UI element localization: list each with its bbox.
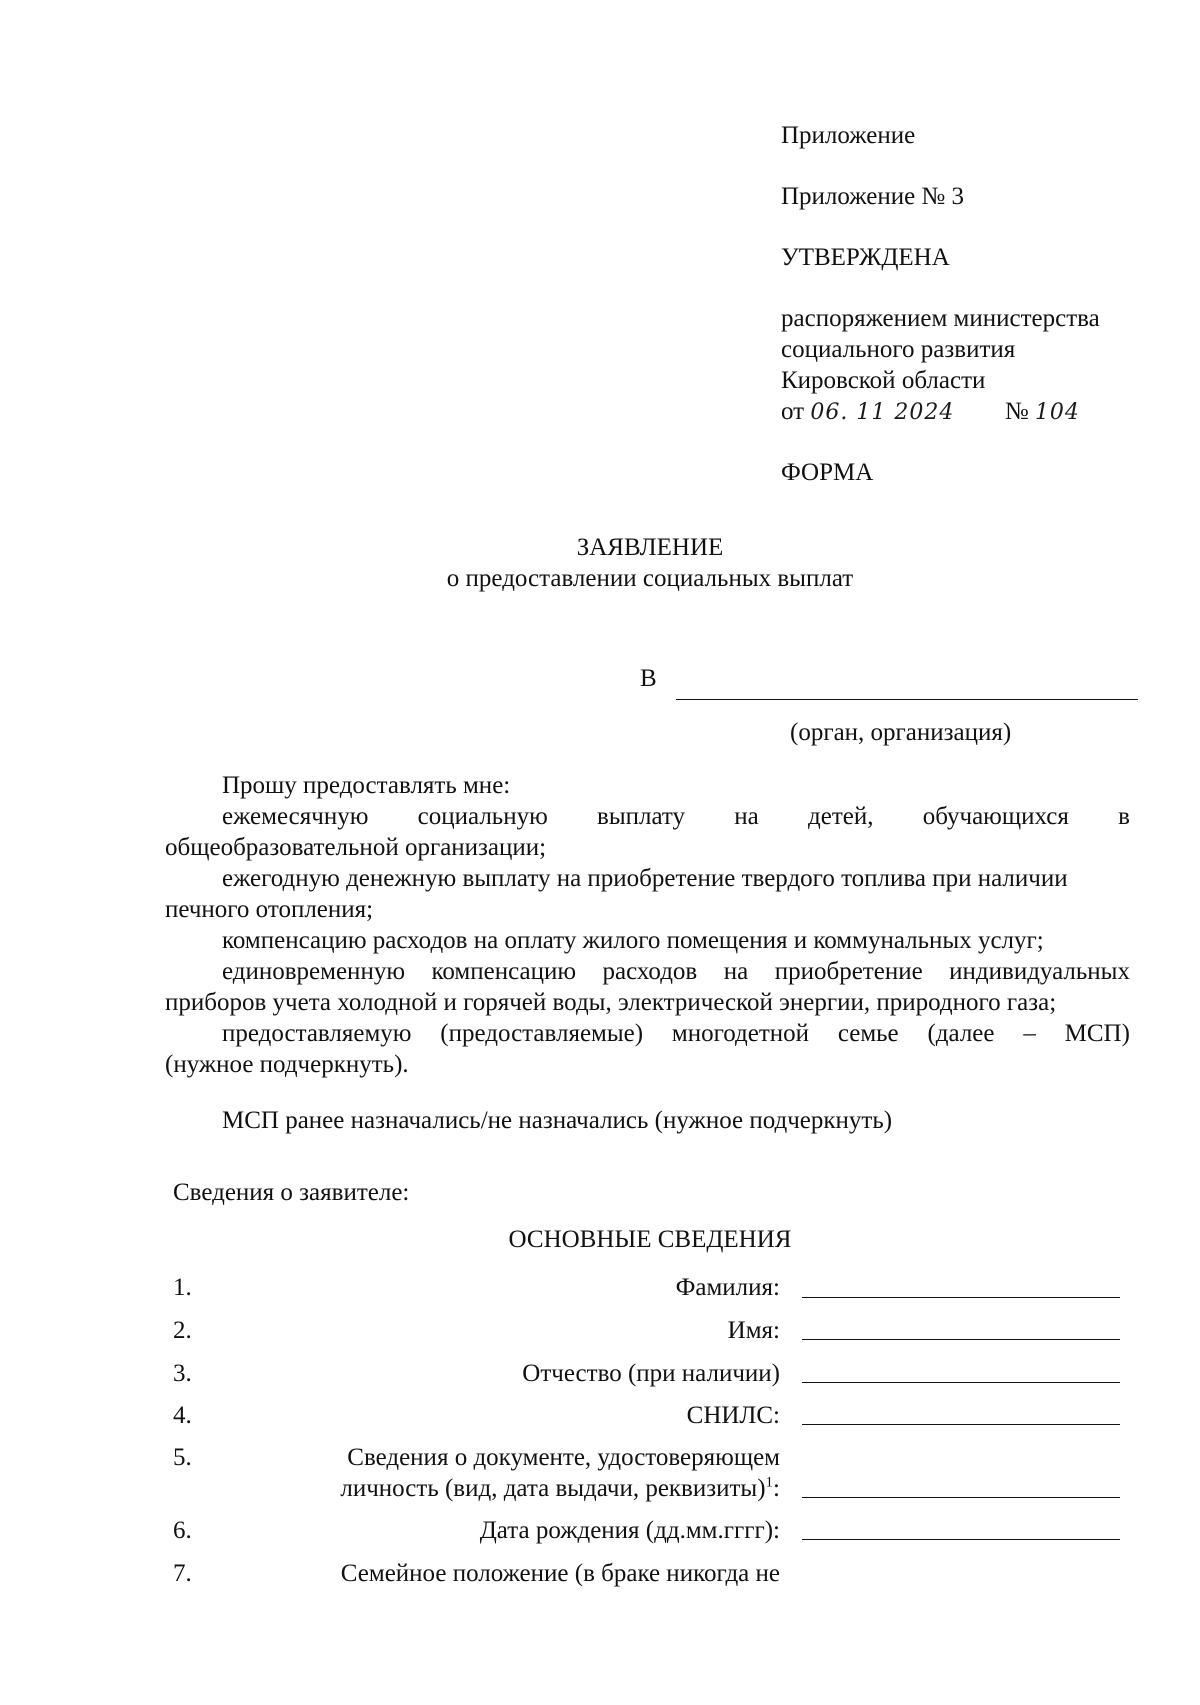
- snils-label: СНИЛС:: [686, 1402, 780, 1429]
- number-prefix: №: [1004, 398, 1029, 425]
- request-item-1-cont: общеобразовательной организации;: [165, 834, 547, 861]
- request-intro: Прошу предоставлять мне:: [222, 772, 511, 799]
- marital-status-label: Семейное положение (в браке никогда не: [340, 1560, 780, 1587]
- handwritten-date: 06. 11 2024: [810, 400, 955, 425]
- row-number: 3.: [173, 1360, 192, 1387]
- first-name-field-line[interactable]: [802, 1339, 1120, 1340]
- snils-field-line[interactable]: [802, 1424, 1120, 1425]
- row-number: 4.: [173, 1402, 192, 1429]
- applicant-heading: Сведения о заявителе:: [173, 1179, 410, 1206]
- appendix-label: Приложение: [781, 122, 916, 149]
- footnote-mark: 1: [765, 1474, 774, 1491]
- order-line-1: распоряжением министерства: [781, 305, 1100, 332]
- form-label: ФОРМА: [781, 459, 874, 486]
- date-prefix: от: [781, 398, 805, 425]
- order-line-2: социального развития: [781, 336, 1016, 363]
- surname-field-line[interactable]: [802, 1297, 1120, 1298]
- row-number: 5.: [173, 1444, 192, 1471]
- patronymic-field-line[interactable]: [802, 1382, 1120, 1383]
- patronymic-label: Отчество (при наличии): [522, 1360, 780, 1387]
- row-number: 6.: [173, 1517, 192, 1544]
- row-number: 2.: [173, 1317, 192, 1344]
- id-document-label-1: Сведения о документе, удостоверяющем: [347, 1444, 780, 1471]
- request-item-4: единовременную компенсацию расходов на приобретение индивидуальных: [222, 958, 1130, 985]
- request-item-3: компенсацию расходов на оплату жилого помещения и коммунальных услуг;: [222, 927, 1044, 954]
- appendix-number: Приложение № 3: [781, 183, 965, 210]
- section-title: ОСНОВНЫЕ СВЕДЕНИЯ: [508, 1226, 792, 1253]
- row-number: 7.: [173, 1560, 192, 1587]
- birth-date-label: Дата рождения (дд.мм.гггг):: [479, 1517, 780, 1544]
- row-number: 1.: [173, 1274, 192, 1301]
- request-item-1: ежемесячную социальную выплату на детей, обучающихся в: [222, 803, 1130, 830]
- request-item-5-cont: (нужное подчеркнуть).: [165, 1051, 409, 1078]
- request-item-5: предоставляемую (предоставляемые) многодетной семье (далее – МСП): [222, 1020, 1130, 1047]
- id-document-label-2: личность (вид, дата выдачи, реквизиты)$^1$:: [340, 1474, 780, 1502]
- first-name-label: Имя:: [727, 1317, 780, 1344]
- order-date-line: [781, 396, 1080, 427]
- order-line-3: Кировской области: [781, 367, 986, 394]
- surname-label: Фамилия:: [675, 1274, 780, 1301]
- recipient-field-line[interactable]: [676, 699, 1138, 700]
- id-document-field-line[interactable]: [802, 1497, 1120, 1498]
- request-item-4-cont: приборов учета холодной и горячей воды, электрической энергии, природного газа;: [165, 989, 1057, 1016]
- request-item-2-cont: печного отопления;: [165, 896, 374, 923]
- recipient-prefix: В: [640, 665, 657, 692]
- recipient-caption: (орган, организация): [790, 719, 1012, 746]
- approved-label: УТВЕРЖДЕНА: [781, 244, 950, 271]
- request-item-2: ежегодную денежную выплату на приобретение твердого топлива при наличии: [222, 865, 1068, 892]
- handwritten-number: 104: [1034, 400, 1080, 425]
- document-title: ЗАЯВЛЕНИЕ: [576, 534, 724, 561]
- request-body: [165, 770, 1130, 1080]
- msp-statement: МСП ранее назначались/не назначались (нужное подчеркнуть): [222, 1107, 893, 1134]
- birth-date-field-line[interactable]: [802, 1539, 1120, 1540]
- document-subtitle: о предоставлении социальных выплат: [446, 565, 854, 592]
